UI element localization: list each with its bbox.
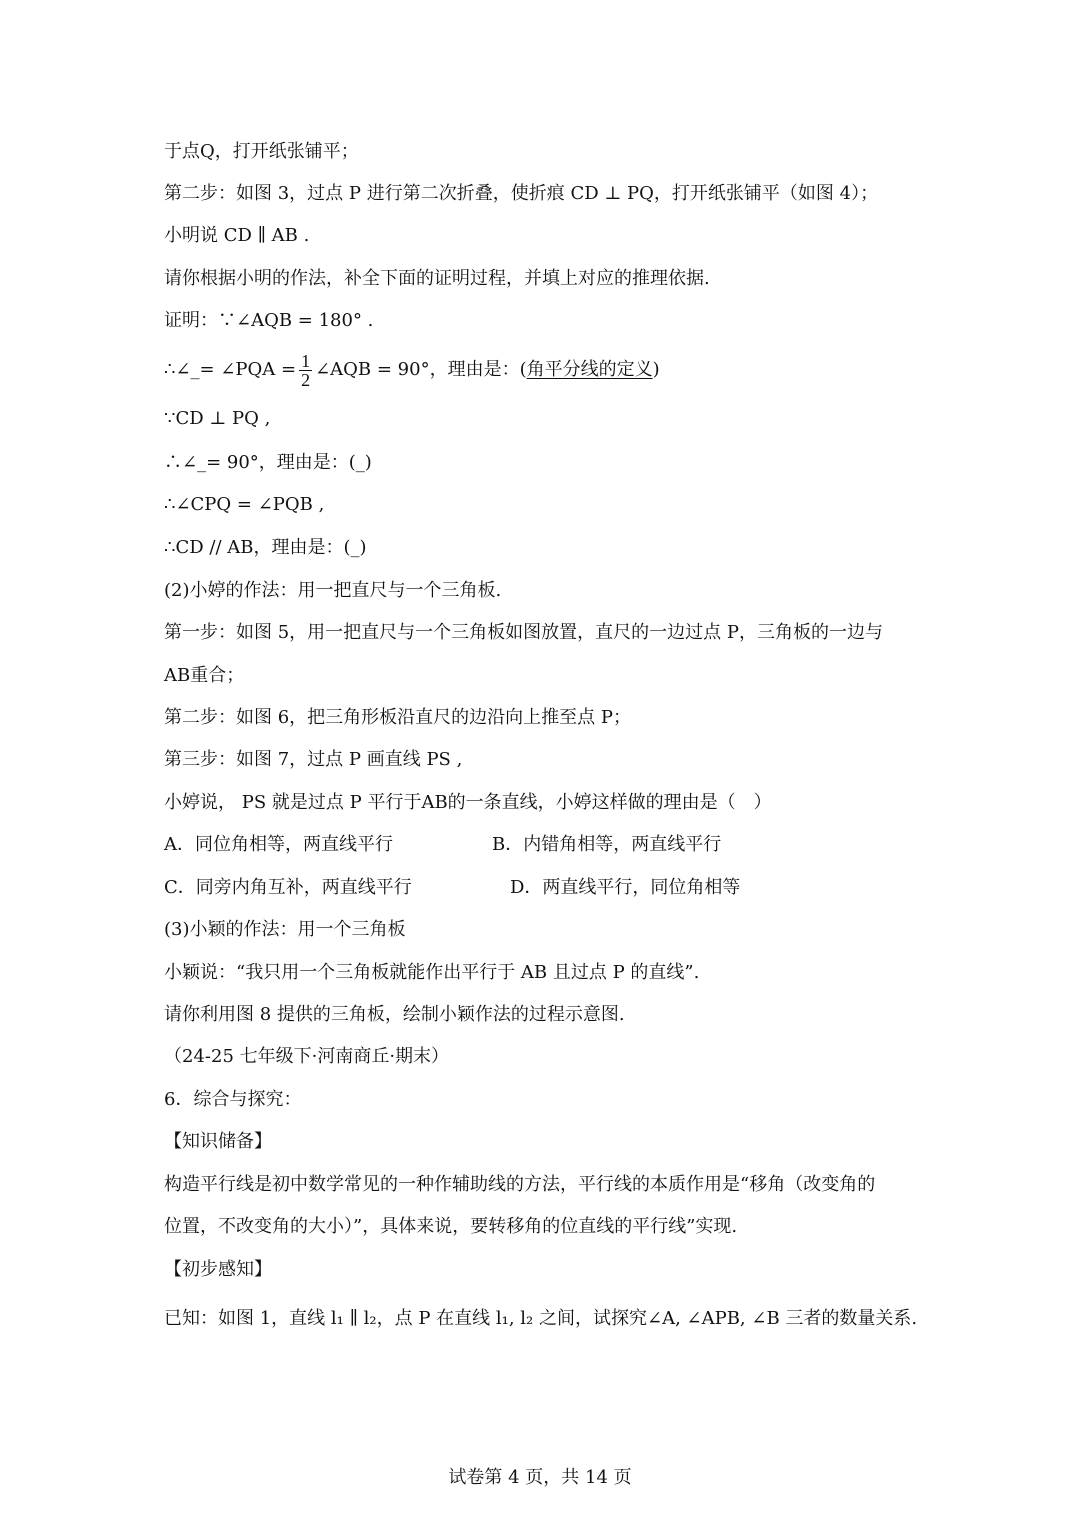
text-line-step-one-ruler: 第一步：如图 5，用一把直尺与一个三角板如图放置，直尺的一边过点 P，三角板的一边与 xyxy=(164,622,884,643)
text-line-initial-perception: 【初步感知】 xyxy=(164,1259,272,1280)
fraction-denominator: 2 xyxy=(301,369,311,390)
text-line-coincide-ab: AB重合； xyxy=(164,665,245,686)
text-line-parallel-method-1: 构造平行线是初中数学常见的一种作辅助线的方法，平行线的本质作用是“移角（改变角的 xyxy=(164,1174,876,1195)
text-line-xiaoming-claim: 小明说 CD ∥ AB . xyxy=(164,225,310,246)
text-line-proof-start: 证明：∵∠AQB = 180° . xyxy=(164,310,374,331)
page-footer: 试卷第 4 页，共 14 页 xyxy=(448,1467,632,1488)
text-line-parallel-conclusion: ∴CD // AB，理由是：(_) xyxy=(164,537,367,558)
choice-option-b: B．内错角相等，两直线平行 xyxy=(492,834,722,855)
text-line-xiaoting-question: 小婷说， PS 就是过点 P 平行于AB的一条直线，小婷这样做的理由是（ ） xyxy=(164,792,772,813)
text-line-question-six-heading: 6．综合与探究： xyxy=(164,1089,302,1110)
proof-step-middle: ∠AQB = 90°，理由是：( xyxy=(315,359,527,380)
fraction-numerator: 1 xyxy=(301,350,311,371)
fraction-one-half xyxy=(299,352,312,389)
text-line-right-angle-step: ∴∠_= 90°，理由是：(_) xyxy=(164,452,372,473)
text-line-step-three-draw: 第三步：如图 7，过点 P 画直线 PS , xyxy=(164,749,463,770)
text-line-part-three-heading: (3)小颖的作法：用一个三角板 xyxy=(164,919,406,940)
choice-option-d: D．两直线平行，同位角相等 xyxy=(510,877,741,898)
choice-option-c: C．同旁内角互补，两直线平行 xyxy=(164,877,412,898)
text-line-parallel-method-2: 位置，不改变角的大小）”，具体来说，要转移角的位直线的平行线”实现. xyxy=(164,1216,738,1237)
text-line-draw-instruction: 请你利用图 8 提供的三角板，绘制小颖作法的过程示意图. xyxy=(164,1004,625,1025)
proof-step-suffix: ) xyxy=(652,359,660,380)
text-line-step-two-fold: 第二步：如图 3，过点 P 进行第二次折叠，使折痕 CD ⊥ PQ，打开纸张铺平（如图 4）； xyxy=(164,183,879,204)
text-line-given-parallel-lines: 已知：如图 1，直线 l₁ ∥ l₂，点 P 在直线 l₁, l₂ 之间，试探究∠A, ∠APB, ∠B 三者的数量关系. xyxy=(164,1308,918,1329)
text-line-step-two-push: 第二步：如图 6，把三角形板沿直尺的边沿向上推至点 P； xyxy=(164,707,632,728)
choice-option-a: A．同位角相等，两直线平行 xyxy=(164,834,393,855)
text-line-source-citation: （24-25 七年级下·河南商丘·期末） xyxy=(164,1046,450,1067)
text-line-angle-bisector-step xyxy=(164,350,660,390)
text-line-equal-angles: ∴∠CPQ = ∠PQB , xyxy=(164,494,325,515)
text-line-fold-point-q: 于点Q，打开纸张铺平； xyxy=(164,141,359,162)
proof-step-prefix: ∴∠_= ∠PQA = xyxy=(164,359,297,380)
text-line-part-two-heading: (2)小婷的作法：用一把直尺与一个三角板. xyxy=(164,580,502,601)
text-line-xiaoying-claim: 小颖说：“我只用一个三角板就能作出平行于 AB 且过点 P 的直线”. xyxy=(164,962,700,983)
text-line-perpendicular-given: ∵CD ⊥ PQ , xyxy=(164,408,271,429)
text-line-proof-instruction: 请你根据小明的作法，补全下面的证明过程，并填上对应的推理依据. xyxy=(164,268,710,289)
text-line-knowledge-reserve: 【知识储备】 xyxy=(164,1131,272,1152)
proof-reason-underlined: 角平分线的定义 xyxy=(526,359,653,380)
